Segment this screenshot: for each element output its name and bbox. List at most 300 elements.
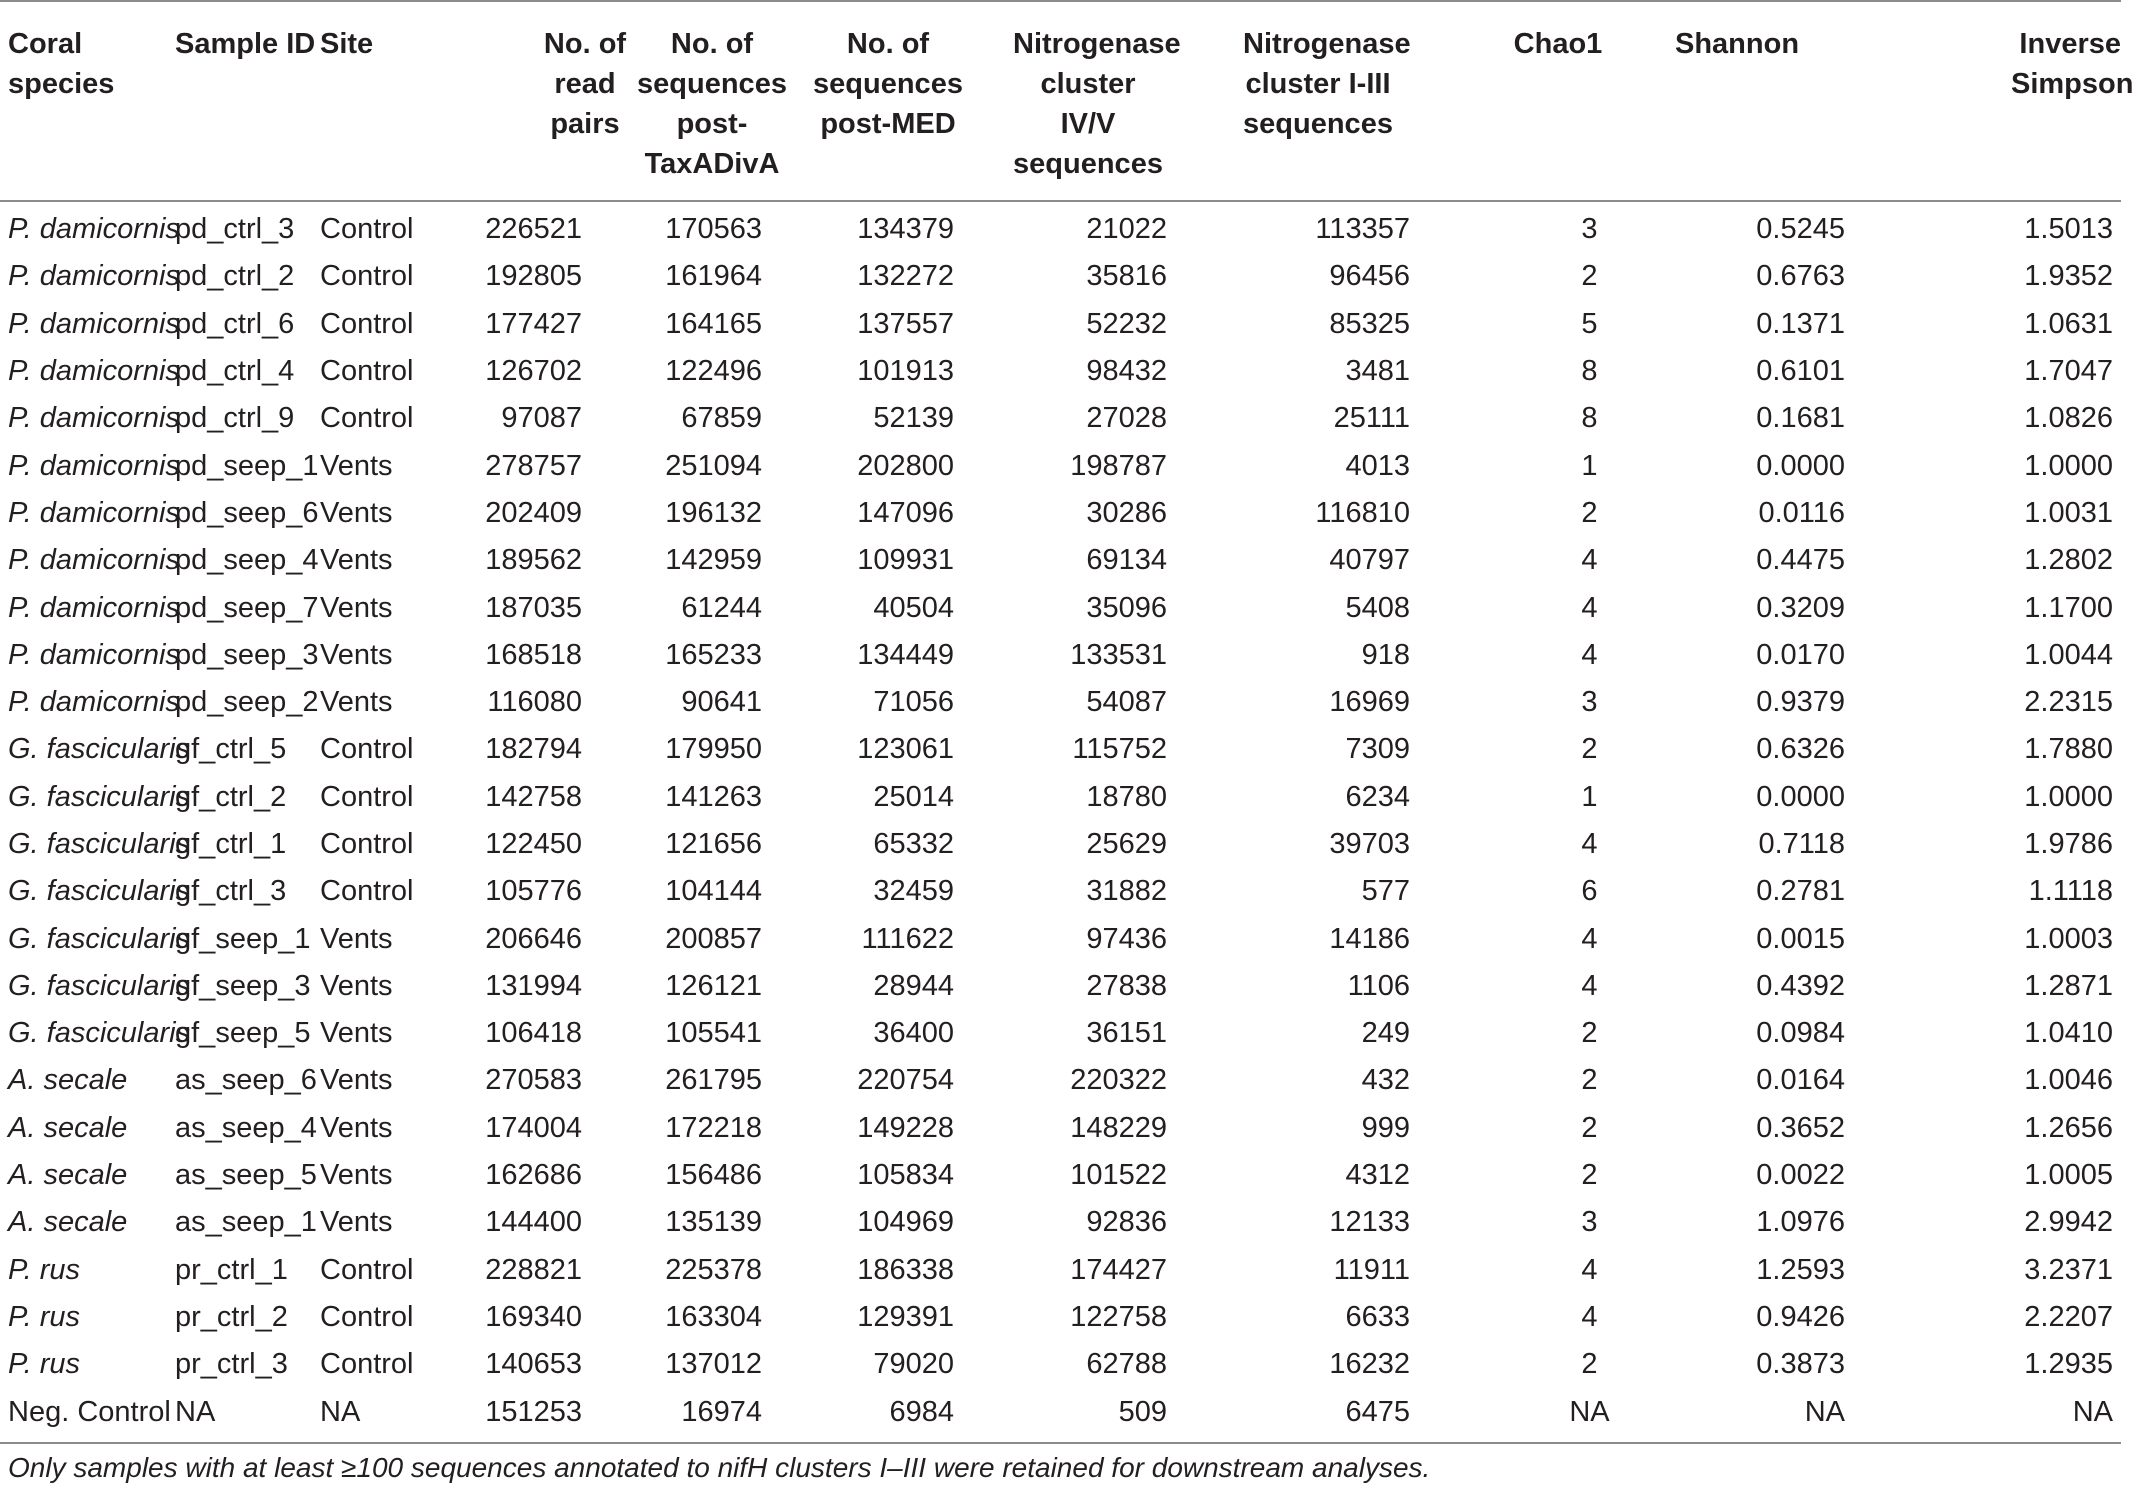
cell-shannon: 0.4392 [1756, 969, 1845, 1002]
cell-read-pairs: 187035 [485, 591, 582, 624]
cell-shannon: 0.4475 [1756, 544, 1845, 577]
table-row [0, 821, 2121, 868]
cell-cluster-i-iii: 7309 [1345, 733, 1410, 766]
cell-chao1: 2 [1581, 260, 1598, 293]
cell-coral-species: P. damicornis [8, 402, 180, 435]
cell-shannon: 0.9379 [1756, 686, 1845, 719]
cell-coral-species: P. damicornis [8, 686, 180, 719]
cell-cluster-i-iii: 4312 [1345, 1159, 1410, 1192]
cell-chao1: 2 [1581, 1348, 1598, 1381]
cell-inverse-simpson: 1.0005 [2024, 1159, 2113, 1192]
cell-post-med: 40504 [873, 591, 954, 624]
cell-cluster-iv-v: 98432 [1086, 355, 1167, 388]
cell-read-pairs: 151253 [485, 1395, 582, 1428]
cell-chao1: 2 [1581, 1064, 1598, 1097]
cell-site: Control [320, 828, 414, 860]
cell-shannon: 0.3652 [1756, 1111, 1845, 1144]
cell-chao1: 4 [1581, 828, 1598, 860]
cell-inverse-simpson: 1.7047 [2024, 355, 2113, 388]
cell-coral-species: A. secale [8, 1064, 128, 1097]
cell-sample-id: pd_ctrl_9 [175, 402, 295, 435]
cell-post-med: 202800 [857, 449, 954, 482]
cell-cluster-iv-v: 69134 [1086, 544, 1167, 577]
cell-shannon: 0.5245 [1756, 213, 1845, 246]
cell-cluster-iv-v: 198787 [1070, 449, 1167, 482]
cell-inverse-simpson: 1.9352 [2024, 260, 2113, 293]
cell-chao1: 8 [1581, 355, 1598, 388]
cell-post-med: 32459 [873, 875, 954, 908]
cell-sample-id: as_seep_6 [175, 1064, 317, 1097]
cell-cluster-i-iii: 6234 [1345, 780, 1410, 813]
cell-site: Control [320, 402, 414, 435]
cell-post-taxadiva: 61244 [681, 591, 762, 624]
cell-coral-species: P. damicornis [8, 591, 180, 624]
cell-read-pairs: 182794 [485, 733, 582, 766]
cell-inverse-simpson: 1.0826 [2024, 402, 2113, 435]
cell-shannon: 0.2781 [1756, 875, 1845, 908]
cell-cluster-iv-v: 52232 [1086, 307, 1167, 340]
cell-sample-id: gf_seep_1 [175, 922, 311, 955]
cell-inverse-simpson: 1.1118 [2028, 875, 2113, 908]
cell-post-med: 6984 [889, 1395, 954, 1428]
table-row [0, 1199, 2121, 1246]
cell-shannon: 0.1371 [1756, 307, 1845, 340]
cell-post-taxadiva: 165233 [665, 638, 762, 671]
cell-sample-id: pd_seep_1 [175, 449, 319, 482]
cell-inverse-simpson: 1.0044 [2024, 638, 2113, 671]
cell-site: Control [320, 1253, 414, 1286]
cell-cluster-i-iii: 432 [1361, 1064, 1410, 1097]
cell-cluster-iv-v: 54087 [1086, 686, 1167, 719]
cell-coral-species: P. damicornis [8, 355, 180, 388]
cell-read-pairs: 116080 [487, 686, 582, 719]
table-row [0, 726, 2121, 773]
header-inverse-simpson: Inverse Simpson [2011, 28, 2133, 100]
cell-read-pairs: 270583 [485, 1064, 582, 1097]
cell-shannon: 0.0015 [1756, 922, 1845, 955]
cell-cluster-i-iii: 577 [1361, 875, 1410, 908]
cell-shannon: 0.6763 [1756, 260, 1845, 293]
cell-shannon: 0.1681 [1756, 402, 1845, 435]
cell-post-taxadiva: 67859 [681, 402, 762, 435]
cell-coral-species: A. secale [8, 1111, 128, 1144]
cell-read-pairs: 226521 [485, 213, 582, 246]
cell-chao1: 3 [1581, 1206, 1598, 1239]
cell-inverse-simpson: 1.2871 [2024, 969, 2113, 1002]
cell-post-med: 137557 [857, 307, 954, 340]
cell-post-med: 147096 [857, 496, 954, 529]
table-row [0, 490, 2121, 537]
cell-post-med: 220754 [857, 1064, 954, 1097]
cell-site: Control [320, 355, 414, 388]
cell-chao1: 2 [1581, 733, 1598, 766]
cell-post-taxadiva: 261795 [665, 1064, 762, 1097]
cell-cluster-iv-v: 35096 [1086, 591, 1167, 624]
cell-read-pairs: 131994 [485, 969, 582, 1002]
cell-coral-species: G. fascicularis [8, 922, 191, 955]
cell-post-taxadiva: 161964 [665, 260, 762, 293]
cell-coral-species: Neg. Control [8, 1395, 171, 1428]
cell-inverse-simpson: 1.7880 [2024, 733, 2113, 766]
header-chao1: Chao1 [1513, 28, 1603, 60]
cell-sample-id: pd_seep_6 [175, 496, 319, 529]
cell-inverse-simpson: 2.9942 [2024, 1206, 2113, 1239]
cell-sample-id: gf_ctrl_3 [175, 875, 287, 908]
cell-sample-id: pd_ctrl_4 [175, 355, 295, 388]
cell-post-taxadiva: 164165 [665, 307, 762, 340]
cell-inverse-simpson: 1.0003 [2024, 922, 2113, 955]
cell-site: NA [320, 1395, 361, 1428]
cell-post-taxadiva: 16974 [681, 1395, 762, 1428]
table-row [0, 679, 2121, 726]
cell-sample-id: pd_ctrl_3 [175, 213, 295, 246]
table-footnote: Only samples with at least ≥100 sequences annotated to nifH clusters I–III were retained for downstream analyses. [8, 1451, 1431, 1483]
cell-cluster-i-iii: 85325 [1329, 307, 1410, 340]
table-row [0, 1057, 2121, 1104]
cell-shannon: 0.0022 [1756, 1159, 1845, 1192]
cell-cluster-i-iii: 96456 [1329, 260, 1410, 293]
cell-inverse-simpson: NA [2072, 1395, 2113, 1428]
header-shannon: Shannon [1675, 28, 1800, 60]
cell-chao1: 4 [1581, 969, 1598, 1002]
cell-post-med: 111622 [861, 922, 954, 955]
table-row [0, 253, 2121, 300]
cell-shannon: 1.2593 [1756, 1253, 1845, 1286]
cell-inverse-simpson: 1.5013 [2024, 213, 2113, 246]
cell-site: Control [320, 260, 414, 293]
table-row [0, 1152, 2121, 1199]
cell-chao1: 4 [1581, 1300, 1598, 1333]
cell-read-pairs: 142758 [485, 780, 582, 813]
cell-post-taxadiva: 121656 [665, 828, 762, 860]
cell-post-taxadiva: 126121 [665, 969, 762, 1002]
cell-cluster-iv-v: 174427 [1070, 1253, 1167, 1286]
table-row [0, 632, 2121, 679]
cell-cluster-i-iii: 16969 [1329, 686, 1410, 719]
cell-cluster-iv-v: 18780 [1086, 780, 1167, 813]
table-row [0, 584, 2121, 631]
cell-sample-id: gf_seep_3 [175, 969, 311, 1002]
cell-chao1: 2 [1581, 496, 1598, 529]
cell-site: Vents [320, 1017, 393, 1050]
cell-cluster-iv-v: 31882 [1086, 875, 1167, 908]
cell-post-taxadiva: 90641 [681, 686, 762, 719]
cell-cluster-i-iii: 25111 [1333, 402, 1410, 435]
cell-inverse-simpson: 1.0410 [2024, 1017, 2113, 1050]
cell-coral-species: P. damicornis [8, 638, 180, 671]
cell-chao1: 2 [1581, 1159, 1598, 1192]
cell-read-pairs: 106418 [485, 1017, 582, 1050]
cell-coral-species: P. rus [8, 1348, 81, 1381]
cell-cluster-iv-v: 122758 [1070, 1300, 1167, 1333]
cell-cluster-iv-v: 92836 [1086, 1206, 1167, 1239]
cell-post-taxadiva: 200857 [665, 922, 762, 955]
cell-chao1: NA [1569, 1395, 1610, 1428]
cell-inverse-simpson: 1.0031 [2024, 496, 2113, 529]
cell-inverse-simpson: 1.0000 [2024, 780, 2113, 813]
cell-read-pairs: 206646 [485, 922, 582, 955]
cell-post-med: 104969 [857, 1206, 954, 1239]
cell-coral-species: G. fascicularis [8, 733, 191, 766]
cell-coral-species: P. damicornis [8, 307, 180, 340]
cell-site: Control [320, 213, 414, 246]
header-coral-species: Coral species [8, 28, 115, 100]
cell-read-pairs: 174004 [485, 1111, 582, 1144]
cell-read-pairs: 278757 [485, 449, 582, 482]
cell-cluster-iv-v: 21022 [1086, 213, 1167, 246]
cell-post-taxadiva: 104144 [665, 875, 762, 908]
cell-inverse-simpson: 1.2935 [2024, 1348, 2113, 1381]
cell-read-pairs: 105776 [485, 875, 582, 908]
cell-cluster-i-iii: 4013 [1345, 449, 1410, 482]
cell-cluster-i-iii: 39703 [1329, 828, 1410, 860]
cell-post-med: 149228 [857, 1111, 954, 1144]
cell-post-med: 123061 [857, 733, 954, 766]
cell-read-pairs: 144400 [485, 1206, 582, 1239]
cell-shannon: 0.0984 [1756, 1017, 1845, 1050]
cell-site: Vents [320, 922, 393, 955]
cell-cluster-i-iii: 999 [1361, 1111, 1410, 1144]
header-post-med: No. of sequences post-MED [813, 28, 963, 140]
table-row [0, 1341, 2121, 1388]
cell-site: Vents [320, 591, 393, 624]
cell-post-med: 186338 [857, 1253, 954, 1286]
cell-site: Control [320, 733, 414, 766]
cell-cluster-iv-v: 115752 [1072, 733, 1167, 766]
cell-inverse-simpson: 1.2802 [2024, 544, 2113, 577]
cell-site: Control [320, 780, 414, 813]
cell-post-taxadiva: 142959 [665, 544, 762, 577]
cell-sample-id: as_seep_1 [175, 1206, 317, 1239]
table-row [0, 1010, 2121, 1057]
cell-cluster-i-iii: 12133 [1329, 1206, 1410, 1239]
cell-shannon: 0.0170 [1756, 638, 1845, 671]
cell-post-med: 36400 [873, 1017, 954, 1050]
cell-cluster-iv-v: 220322 [1070, 1064, 1167, 1097]
cell-shannon: 0.9426 [1756, 1300, 1845, 1333]
cell-cluster-i-iii: 6633 [1345, 1300, 1410, 1333]
cell-sample-id: pd_seep_3 [175, 638, 319, 671]
header-site: Site [320, 28, 374, 60]
cell-sample-id: pd_seep_4 [175, 544, 319, 577]
cell-post-taxadiva: 135139 [665, 1206, 762, 1239]
cell-read-pairs: 177427 [485, 307, 582, 340]
cell-chao1: 3 [1581, 686, 1598, 719]
cell-inverse-simpson: 1.9786 [2024, 828, 2113, 860]
table-row [0, 348, 2121, 395]
cell-cluster-i-iii: 113357 [1315, 213, 1410, 246]
cell-site: Control [320, 875, 414, 908]
cell-site: Vents [320, 1206, 393, 1239]
cell-site: Control [320, 1348, 414, 1381]
cell-coral-species: P. damicornis [8, 213, 180, 246]
cell-inverse-simpson: 1.0046 [2024, 1064, 2113, 1097]
cell-coral-species: G. fascicularis [8, 1017, 191, 1050]
cell-cluster-iv-v: 62788 [1086, 1348, 1167, 1381]
cell-cluster-iv-v: 148229 [1070, 1111, 1167, 1144]
cell-read-pairs: 162686 [485, 1159, 582, 1192]
cell-inverse-simpson: 1.0631 [2024, 307, 2113, 340]
cell-coral-species: G. fascicularis [8, 969, 191, 1002]
cell-site: Vents [320, 1159, 393, 1192]
cell-post-med: 134379 [857, 213, 954, 246]
cell-post-med: 105834 [857, 1159, 954, 1192]
cell-sample-id: pr_ctrl_1 [175, 1253, 288, 1286]
cell-post-med: 79020 [873, 1348, 954, 1381]
cell-coral-species: P. rus [8, 1300, 81, 1333]
cell-cluster-i-iii: 116810 [1315, 496, 1410, 529]
cell-cluster-iv-v: 27028 [1086, 402, 1167, 435]
cell-sample-id: gf_seep_5 [175, 1017, 311, 1050]
cell-shannon: 0.6326 [1756, 733, 1845, 766]
table-row [0, 201, 2121, 253]
cell-shannon: 0.0000 [1756, 780, 1845, 813]
table-row [0, 963, 2121, 1010]
header-cluster-i-iii: Nitrogenase cluster I-III sequences [1243, 28, 1411, 140]
cell-post-med: 109931 [857, 544, 954, 577]
cell-post-taxadiva: 122496 [665, 355, 762, 388]
cell-sample-id: as_seep_5 [175, 1159, 317, 1192]
cell-chao1: 5 [1581, 307, 1598, 340]
table-row [0, 1105, 2121, 1152]
cell-chao1: 4 [1581, 591, 1598, 624]
cell-chao1: 1 [1581, 449, 1598, 482]
cell-sample-id: pd_seep_7 [175, 591, 319, 624]
cell-cluster-iv-v: 27838 [1086, 969, 1167, 1002]
cell-post-taxadiva: 170563 [665, 213, 762, 246]
cell-site: Vents [320, 449, 393, 482]
cell-post-med: 28944 [873, 969, 954, 1002]
cell-chao1: 3 [1581, 213, 1598, 246]
cell-read-pairs: 202409 [485, 496, 582, 529]
cell-cluster-iv-v: 509 [1118, 1395, 1167, 1428]
cell-cluster-iv-v: 30286 [1086, 496, 1167, 529]
cell-post-taxadiva: 179950 [665, 733, 762, 766]
cell-shannon: 0.3873 [1756, 1348, 1845, 1381]
cell-shannon: 1.0976 [1756, 1206, 1845, 1239]
table-row [0, 774, 2121, 821]
cell-site: Control [320, 307, 414, 340]
cell-post-taxadiva: 137012 [665, 1348, 762, 1381]
cell-site: Vents [320, 638, 393, 671]
cell-read-pairs: 169340 [485, 1300, 582, 1333]
table-row [0, 1388, 2121, 1442]
cell-coral-species: P. rus [8, 1253, 81, 1286]
cell-sample-id: pd_seep_2 [175, 686, 319, 719]
cell-site: Vents [320, 1064, 393, 1097]
cell-read-pairs: 189562 [485, 544, 582, 577]
table-row [0, 301, 2121, 348]
table-row [0, 868, 2121, 915]
cell-shannon: 0.0116 [1758, 496, 1845, 529]
cell-read-pairs: 192805 [485, 260, 582, 293]
cell-coral-species: G. fascicularis [8, 875, 191, 908]
cell-post-taxadiva: 196132 [665, 496, 762, 529]
cell-read-pairs: 122450 [485, 828, 582, 860]
cell-post-med: 134449 [857, 638, 954, 671]
cell-post-med: 129391 [857, 1300, 954, 1333]
cell-chao1: 6 [1581, 875, 1598, 908]
cell-cluster-i-iii: 918 [1361, 638, 1410, 671]
cell-shannon: 0.0000 [1756, 449, 1845, 482]
cell-inverse-simpson: 3.2371 [2024, 1253, 2113, 1286]
cell-post-med: 101913 [857, 355, 954, 388]
cell-chao1: 1 [1581, 780, 1598, 813]
cell-cluster-i-iii: 14186 [1329, 922, 1410, 955]
cell-post-taxadiva: 141263 [665, 780, 762, 813]
cell-read-pairs: 228821 [485, 1253, 582, 1286]
cell-sample-id: gf_ctrl_2 [175, 780, 287, 813]
table-row [0, 915, 2121, 962]
cell-cluster-i-iii: 5408 [1345, 591, 1410, 624]
cell-inverse-simpson: 2.2315 [2024, 686, 2113, 719]
cell-coral-species: A. secale [8, 1206, 128, 1239]
cell-coral-species: P. damicornis [8, 449, 180, 482]
cell-cluster-i-iii: 1106 [1347, 969, 1410, 1002]
cell-chao1: 2 [1581, 1017, 1598, 1050]
cell-inverse-simpson: 1.0000 [2024, 449, 2113, 482]
cell-sample-id: as_seep_4 [175, 1111, 317, 1144]
cell-read-pairs: 168518 [485, 638, 582, 671]
cell-chao1: 8 [1581, 402, 1598, 435]
cell-shannon: 0.3209 [1756, 591, 1845, 624]
cell-post-med: 52139 [873, 402, 954, 435]
cell-inverse-simpson: 1.1700 [2024, 591, 2113, 624]
cell-coral-species: P. damicornis [8, 496, 180, 529]
cell-site: Vents [320, 1111, 393, 1144]
cell-sample-id: pd_ctrl_6 [175, 307, 295, 340]
cell-cluster-iv-v: 97436 [1086, 922, 1167, 955]
header-sample-id: Sample ID [175, 28, 316, 60]
cell-shannon: 0.7118 [1758, 828, 1845, 860]
cell-post-taxadiva: 172218 [665, 1111, 762, 1144]
cell-cluster-i-iii: 3481 [1345, 355, 1410, 388]
cell-cluster-i-iii: 249 [1361, 1017, 1410, 1050]
cell-chao1: 4 [1581, 922, 1598, 955]
cell-post-taxadiva: 163304 [665, 1300, 762, 1333]
cell-site: Vents [320, 686, 393, 719]
cell-post-taxadiva: 251094 [665, 449, 762, 482]
cell-chao1: 4 [1581, 544, 1598, 577]
cell-post-med: 132272 [857, 260, 954, 293]
cell-site: Vents [320, 969, 393, 1002]
table-row [0, 537, 2121, 584]
cell-sample-id: pd_ctrl_2 [175, 260, 295, 293]
cell-inverse-simpson: 1.2656 [2024, 1111, 2113, 1144]
cell-cluster-iv-v: 133531 [1070, 638, 1167, 671]
cell-shannon: 0.0164 [1756, 1064, 1845, 1097]
cell-shannon: 0.6101 [1756, 355, 1845, 388]
cell-read-pairs: 140653 [485, 1348, 582, 1381]
table-row [0, 395, 2121, 442]
cell-site: Vents [320, 496, 393, 529]
cell-inverse-simpson: 2.2207 [2024, 1300, 2113, 1333]
cell-chao1: 4 [1581, 1253, 1598, 1286]
cell-cluster-i-iii: 40797 [1329, 544, 1410, 577]
cell-cluster-iv-v: 25629 [1086, 828, 1167, 860]
cell-post-taxadiva: 105541 [665, 1017, 762, 1050]
cell-site: Control [320, 1300, 414, 1333]
cell-coral-species: P. damicornis [8, 260, 180, 293]
header-cluster-iv-v: Nitrogenase cluster IV/V sequences [1013, 28, 1181, 180]
cell-shannon: NA [1804, 1395, 1845, 1428]
cell-site: Vents [320, 544, 393, 577]
cell-post-med: 25014 [873, 780, 954, 813]
header-row [0, 1, 2121, 201]
cell-read-pairs: 126702 [485, 355, 582, 388]
table-row [0, 442, 2121, 489]
cell-chao1: 4 [1581, 638, 1598, 671]
